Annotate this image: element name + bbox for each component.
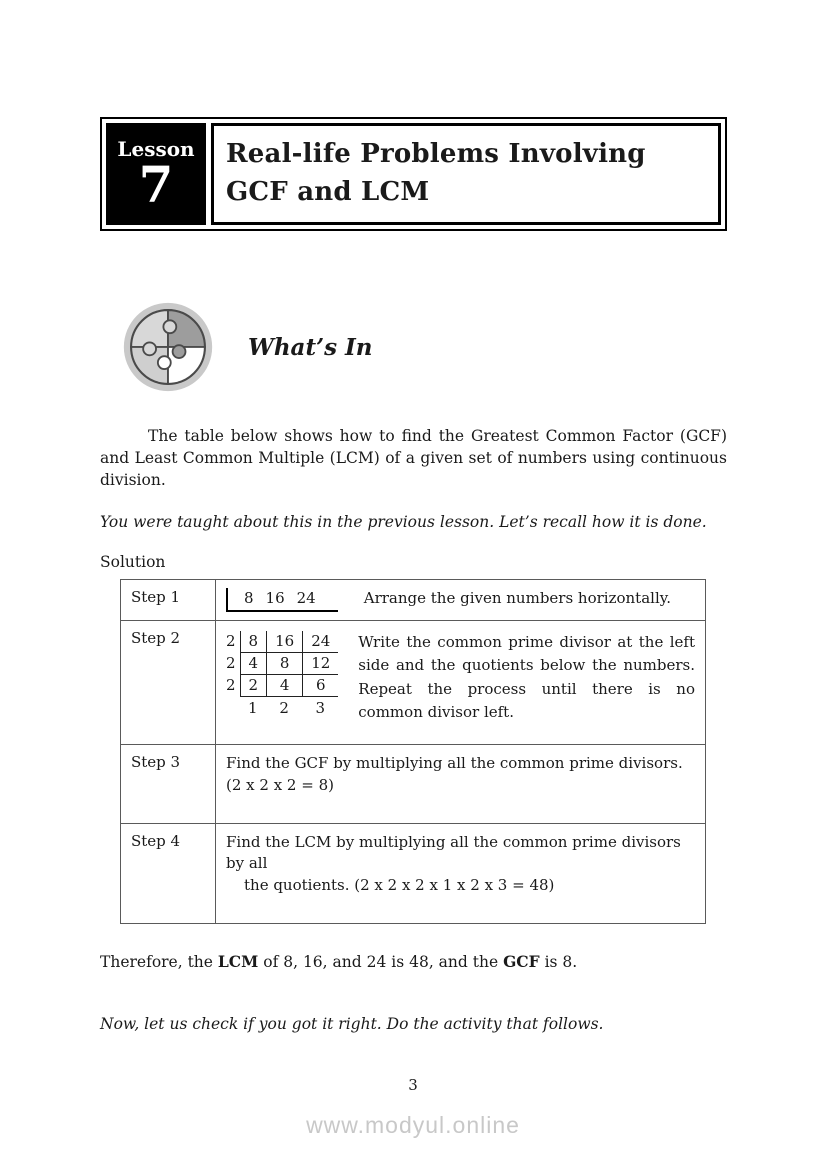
number-8: 8 bbox=[244, 589, 254, 607]
quotient: 4 bbox=[266, 675, 302, 697]
page-number: 3 bbox=[408, 1076, 418, 1094]
divisor-empty bbox=[226, 697, 240, 719]
whats-in-section bbox=[122, 301, 727, 393]
lesson-number: 7 bbox=[138, 155, 174, 214]
quotient: 2 bbox=[240, 675, 267, 697]
lcm-bold: LCM bbox=[217, 951, 259, 971]
whats-in-heading: What’s In bbox=[248, 333, 373, 361]
division-bracket bbox=[226, 588, 338, 612]
step1-label: Step 1 bbox=[121, 580, 216, 621]
divisor: 2 bbox=[226, 654, 236, 672]
divisor: 2 bbox=[226, 632, 236, 650]
solution-steps-table bbox=[120, 579, 706, 924]
table-row-step2 bbox=[121, 621, 706, 745]
conclusion-line bbox=[100, 952, 727, 971]
table-row-step4 bbox=[121, 823, 706, 923]
watermark: www.modyul.online bbox=[306, 1112, 520, 1138]
step1-description: Arrange the given numbers horizontally. bbox=[363, 589, 671, 607]
step3-label: Step 3 bbox=[121, 745, 216, 824]
dividend: 24 bbox=[302, 631, 338, 653]
quotient: 8 bbox=[266, 653, 302, 675]
puzzle-icon bbox=[122, 301, 214, 393]
number-24: 24 bbox=[296, 589, 316, 607]
conclusion-text: is 8. bbox=[539, 952, 578, 971]
lesson-header bbox=[100, 117, 727, 231]
step4-description: Find the LCM by multiplying all the common prime divisors by all bbox=[226, 832, 681, 873]
continuous-division-grid bbox=[226, 631, 338, 719]
intro-paragraph: The table below shows how to find the Greatest Common Factor (GCF) and Least Common Multiple (LCM) of a given set of numbers using continuous division. bbox=[100, 427, 727, 489]
step3-description: Find the GCF by multiplying all the common prime divisors. bbox=[226, 754, 683, 772]
step4-label: Step 4 bbox=[121, 823, 216, 923]
final-quotient: 1 bbox=[248, 699, 258, 717]
step1-content bbox=[216, 580, 706, 621]
lesson-title-line1: Real-life Problems Involving bbox=[226, 139, 646, 170]
conclusion-text: of 8, 16, and 24 is 48, and the bbox=[258, 952, 504, 971]
lesson-label: Lesson bbox=[117, 137, 195, 161]
step3-content bbox=[216, 745, 706, 824]
table-row-step1 bbox=[121, 580, 706, 621]
step2-label: Step 2 bbox=[121, 621, 216, 745]
step2-content bbox=[216, 621, 706, 745]
final-quotient: 3 bbox=[315, 699, 325, 717]
quotient: 4 bbox=[240, 653, 267, 675]
step4-content bbox=[216, 823, 706, 923]
divisor: 2 bbox=[226, 676, 236, 694]
conclusion-text: Therefore, the bbox=[100, 952, 218, 971]
final-quotient: 2 bbox=[279, 699, 289, 717]
lesson-title-line2: GCF and LCM bbox=[226, 177, 430, 207]
quotient: 6 bbox=[302, 675, 338, 697]
gcf-bold: GCF bbox=[503, 951, 540, 971]
number-16: 16 bbox=[265, 589, 285, 607]
dividend: 8 bbox=[240, 631, 267, 653]
step4-equation: the quotients. (2 x 2 x 2 x 1 x 2 x 3 = 48) bbox=[244, 876, 555, 894]
quotient: 12 bbox=[302, 653, 338, 675]
closing-note: Now, let us check if you got it right. Do the activity that follows. bbox=[100, 1014, 604, 1033]
dividend: 16 bbox=[266, 631, 302, 653]
table-row-step3 bbox=[121, 745, 706, 824]
lesson-title-box bbox=[211, 123, 721, 225]
step3-equation: (2 x 2 x 2 = 8) bbox=[226, 775, 334, 794]
recall-note: You were taught about this in the previous lesson. Let’s recall how it is done. bbox=[100, 513, 707, 531]
solution-label: Solution bbox=[100, 553, 166, 571]
lesson-number-box bbox=[106, 123, 206, 225]
step2-description: Write the common prime divisor at the left side and the quotients below the numbers. Repeat the process until there is no common divisor left. bbox=[358, 633, 695, 721]
